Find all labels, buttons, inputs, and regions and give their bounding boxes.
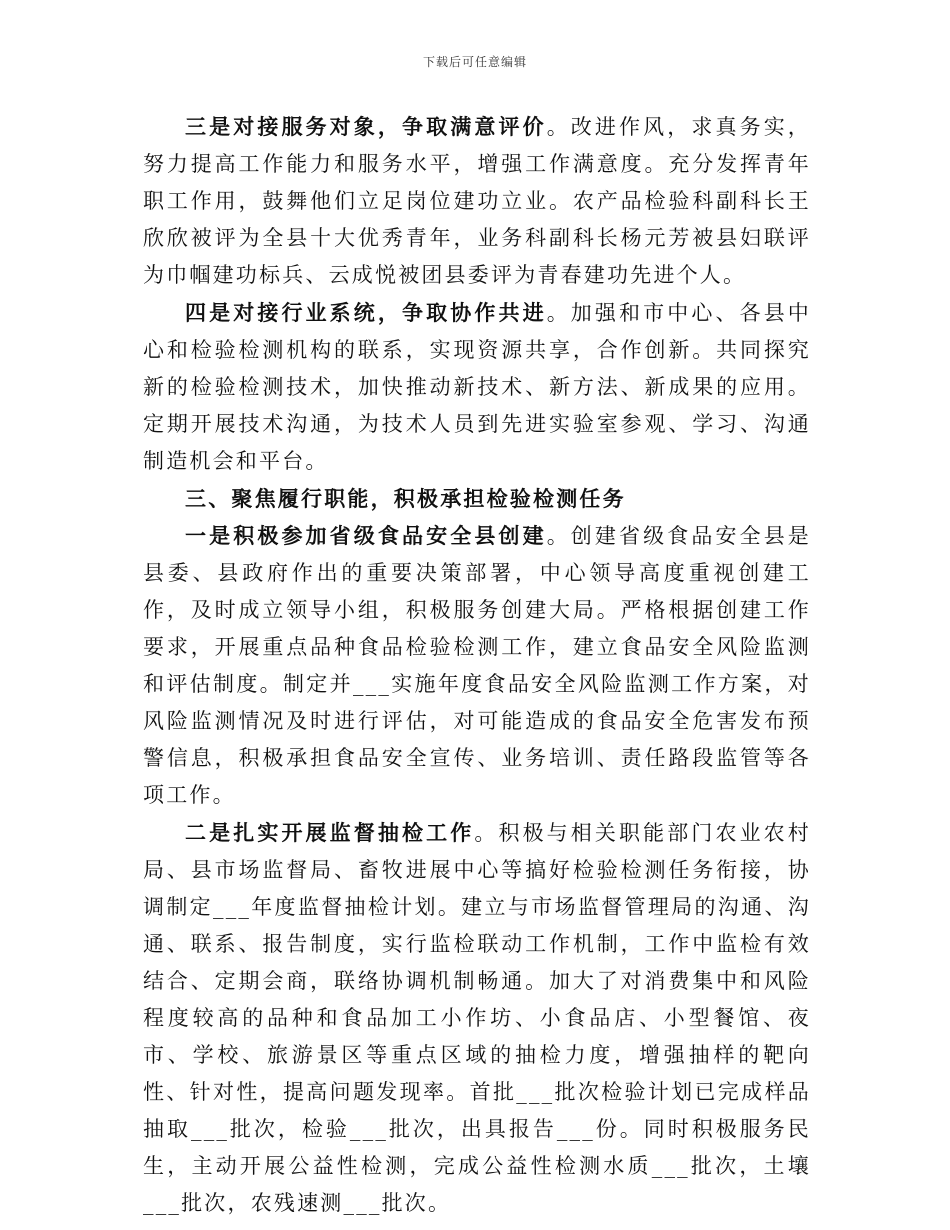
paragraph-lead: 四是对接行业系统，争取协作共进 — [185, 300, 547, 325]
paragraph-lead: 二是扎实开展监督抽检工作 — [185, 820, 475, 845]
paragraph-lead: 三是对接服务对象，争取满意评价 — [185, 114, 547, 139]
paragraph-industry-system — [143, 294, 811, 480]
paragraph-service-targets — [143, 108, 811, 294]
paragraph-text: 。积极与相关职能部门农业农村局、县市场监督局、畜牧进展中心等搞好检验检测任务衔接，协调制定___年度监督抽检计划。建立与市场监督管理局的沟通、沟通、联系、报告制度，实行监检联动工作机制，工作中监检有效结合、定期会商，联络协调机制畅通。加大了对消费集中和风险程度较高的品种和食品加工小作坊、小食品店、小型餐馆、夜市、学校、旅游景区等重点区域的抽检力度，增强抽样的靶向性、针对性，提高问题发现率。首批___批次检验计划已完成样品抽取___批次，检验___批次，出具报告___份。同时积极服务民生，主动开展公益性检测，完成公益性检测水质___批次，土壤___批次，农残速测___批次。 — [143, 821, 811, 1215]
paragraph-text: 。改进作风，求真务实，努力提高工作能力和服务水平，增强工作满意度。充分发挥青年职工作用，鼓舞他们立足岗位建功立业。农产品检验科副科长王欣欣被评为全县十大优秀青年，业务科副科长杨元芳被县妇联评为巾帼建功标兵、云成悦被团县委评为青春建功先进个人。 — [143, 115, 812, 287]
section-heading: 三、聚焦履行职能，积极承担检验检测任务 — [185, 486, 626, 511]
page-header: 下载后可任意编辑 — [422, 55, 527, 69]
paragraph-text: 。加强和市中心、各县中心和检验检测机构的联系，实现资源共享，合作创新。共同探究新的检验检测技术，加快推动新技术、新方法、新成果的应用。定期开展技术沟通，为技术人员到先进实验室参观、学习、沟通制造机会和平台。 — [143, 301, 812, 473]
paragraph-lead: 一是积极参加省级食品安全县创建 — [185, 523, 547, 548]
paragraph-text: 。创建省级食品安全县是县委、县政府作出的重要决策部署，中心领导高度重视创建工作，及时成立领导小组，积极服务创建大局。严格根据创建工作要求，开展重点品种食品检验检测工作，建立食品安全风险监测和评估制度。制定并___实施年度食品安全风险监测工作方案，对风险监测情况及时进行评估，对可能造成的食品安全危害发布预警信息，积极承担食品安全宣传、业务培训、责任路段监管等各项工作。 — [143, 524, 812, 807]
paragraph-supervision-sampling — [143, 814, 811, 1222]
document-body — [143, 108, 811, 1222]
paragraph-food-safety-county — [143, 517, 811, 814]
